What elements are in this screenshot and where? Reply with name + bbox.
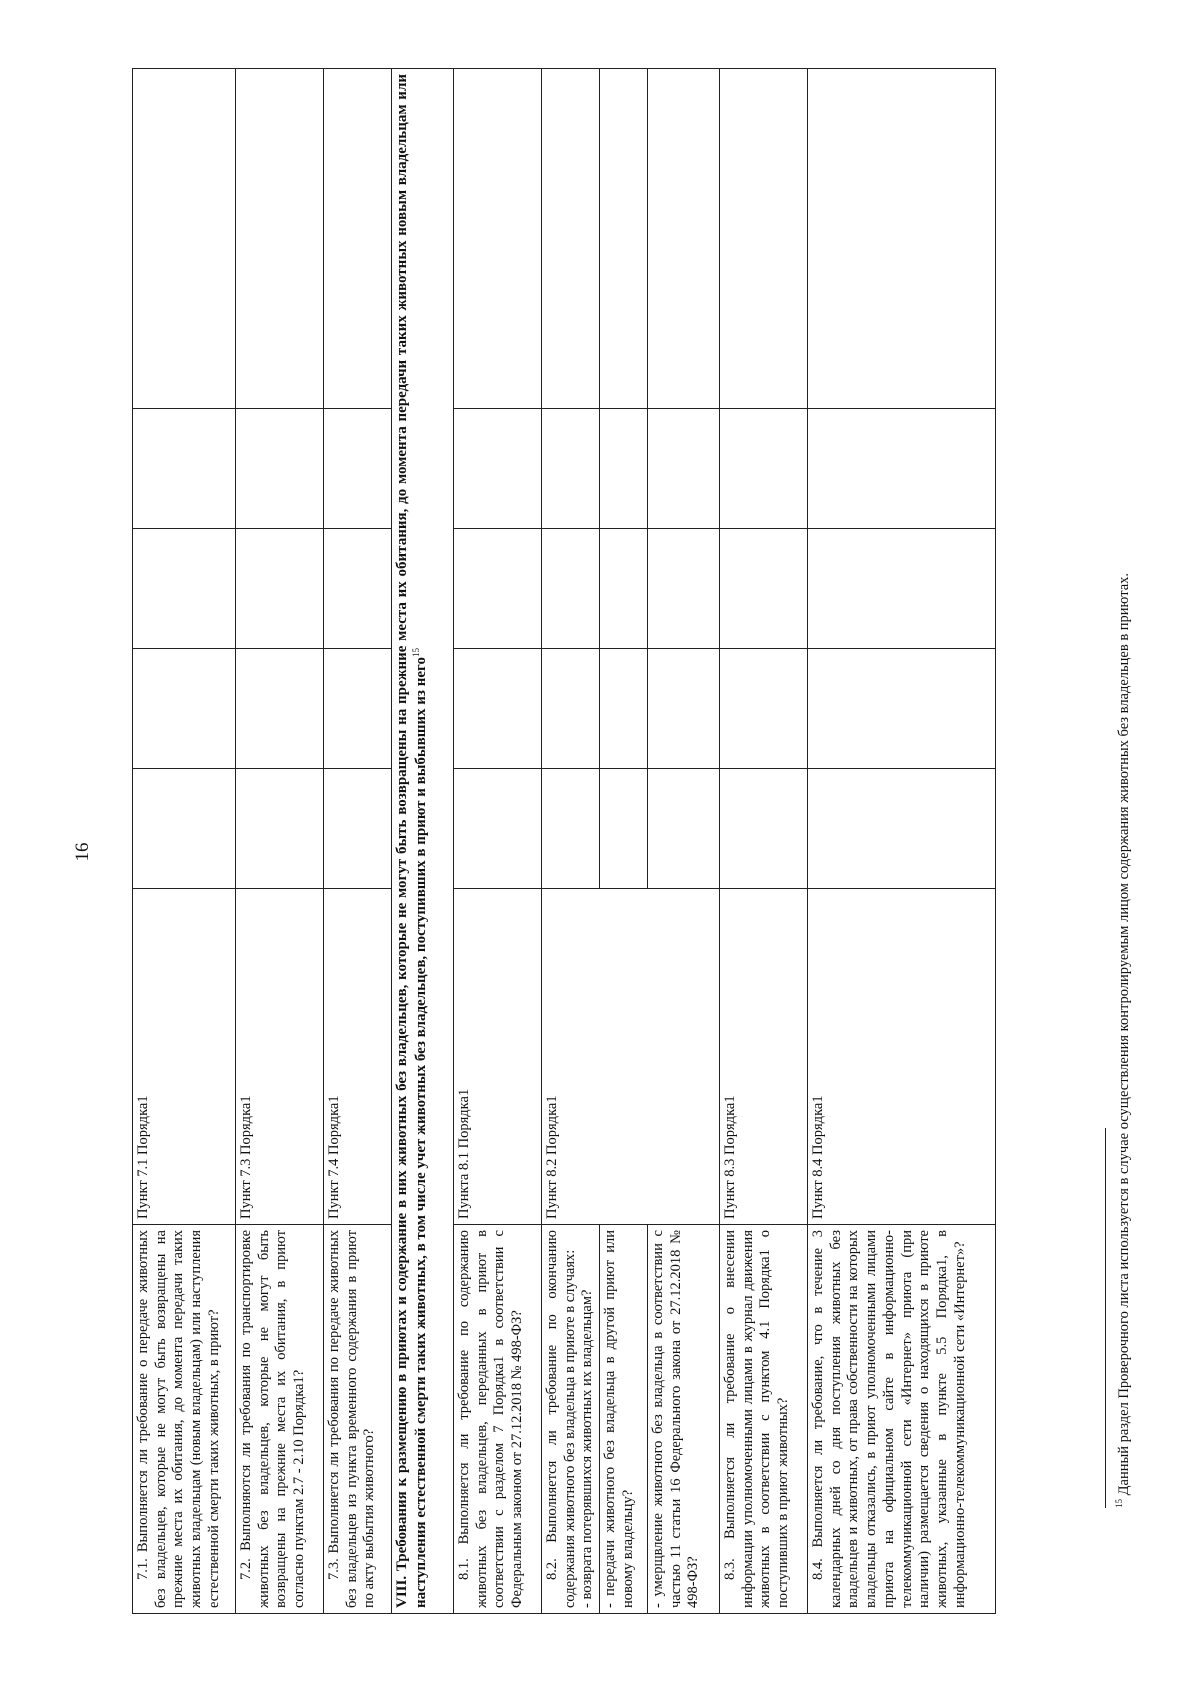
question-number: 8.2. — [544, 1558, 560, 1580]
table-row — [808, 69, 996, 1614]
question-subitem: - передачи животного без владельца в другой приют или новому владельцу? — [602, 1230, 636, 1608]
table-row — [600, 69, 648, 1614]
answer-cell-yes[interactable] — [133, 769, 236, 889]
page-number: 16 — [72, 842, 93, 862]
table-row — [236, 69, 324, 1614]
section-title-text: Требования к размещению в приютах и содержание в них животных без владельцев, которые не могут быть возвращены на прежние места их обитания, до момента передачи таких животных новым владельцам или наступления естественной смерти таких животных, в том числе учет животных без владельцев, поступивших в приют и выбывших из него — [394, 73, 430, 1608]
question-subitem-cell — [600, 1225, 648, 1614]
reference-cell: Пункт 8.3 Порядка1 — [720, 889, 808, 1225]
table-row — [133, 69, 236, 1614]
note-cell[interactable] — [133, 69, 236, 409]
answer-cell-extra[interactable] — [454, 409, 542, 529]
answer-cell-extra[interactable] — [720, 409, 808, 529]
answer-cell-yes[interactable] — [454, 769, 542, 889]
question-number: 8.3. — [722, 1558, 739, 1580]
question-text: Выполняется ли требование по содержанию животных без владельцев, переданных в приют в соответствии с разделом 7 Порядка1 в соответствии с Федеральным законом от 27.12.2018 № 498-ФЗ? — [456, 1229, 526, 1608]
table-row — [542, 69, 600, 1614]
reference-cell: Пункта 8.1 Порядка1 — [454, 889, 542, 1225]
table-row — [648, 69, 720, 1614]
question-cell — [542, 1225, 600, 1614]
answer-cell-yes[interactable] — [236, 769, 324, 889]
reference-cell: Пункт 7.3 Порядка1 — [236, 889, 324, 1225]
answer-cell-extra[interactable] — [236, 409, 324, 529]
table-row — [454, 69, 542, 1614]
section-roman: VIII. — [394, 1575, 410, 1608]
answer-cell-no[interactable] — [720, 649, 808, 769]
answer-cell-extra[interactable] — [542, 409, 600, 529]
note-cell[interactable] — [648, 69, 720, 409]
answer-cell-extra[interactable] — [600, 409, 648, 529]
note-cell[interactable] — [808, 69, 996, 409]
footnote-divider — [1105, 1128, 1106, 1508]
answer-cell-na[interactable] — [808, 529, 996, 649]
answer-cell-no[interactable] — [808, 649, 996, 769]
answer-cell-yes[interactable] — [808, 769, 996, 889]
note-cell[interactable] — [542, 69, 600, 409]
question-subitem: - умерщвление животного без владельца в соответствии с частью 11 статьи 16 Федерального закона от 27.12.2018 № 498-ФЗ? — [650, 1230, 702, 1608]
question-number: 7.2. — [238, 1558, 254, 1580]
answer-cell-na[interactable] — [720, 529, 808, 649]
table-row — [324, 69, 392, 1614]
note-cell[interactable] — [600, 69, 648, 409]
answer-cell-na[interactable] — [236, 529, 324, 649]
question-subitem-cell — [648, 1225, 720, 1614]
answer-cell-no[interactable] — [648, 649, 720, 769]
answer-cell-yes[interactable] — [600, 769, 648, 889]
footnote-text: Данный раздел Проверочного листа используется в случае осуществления контролируемым лицом содержания животных без владельцев в приютах. — [1115, 572, 1132, 1496]
question-cell — [133, 1225, 236, 1614]
answer-cell-na[interactable] — [133, 529, 236, 649]
question-subitem: - возврата потерявшихся животных их владельцам? — [579, 1289, 596, 1608]
footnote-mark: 15 — [1114, 1499, 1124, 1508]
note-cell[interactable] — [454, 69, 542, 409]
answer-cell-na[interactable] — [542, 529, 600, 649]
answer-cell-extra[interactable] — [648, 409, 720, 529]
note-cell[interactable] — [236, 69, 324, 409]
note-cell[interactable] — [720, 69, 808, 409]
question-cell — [454, 1225, 542, 1614]
answer-cell-no[interactable] — [542, 649, 600, 769]
answer-cell-yes[interactable] — [720, 769, 808, 889]
answer-cell-no[interactable] — [133, 649, 236, 769]
reference-cell: Пункт 7.1 Порядка1 — [133, 889, 236, 1225]
question-text: Выполняется ли требование о передаче животных без владельцев, которые не могут быть возвращены на прежние места их обитания, до момента передачи таких животных владельцам (новым владельцам) или наступления естественной смерти таких животных, в приют? — [135, 1230, 222, 1608]
answer-cell-extra[interactable] — [133, 409, 236, 529]
question-text: Выполняется ли требование о внесении информации уполномоченными лицами в журнал движения животных в соответствии с пунктом 4.1 Порядка1 о поступивших в приют животных? — [722, 1230, 792, 1608]
answer-cell-yes[interactable] — [324, 769, 392, 889]
question-number: 7.3. — [326, 1558, 342, 1580]
question-cell — [720, 1225, 808, 1614]
answer-cell-extra[interactable] — [324, 409, 392, 529]
question-cell — [236, 1225, 324, 1614]
question-text: Выполняется ли требование, что в течение 3 календарных дней со дня поступления животных без владельцев и животных, от права собственности на которых владельцы отказались, в приют уполномоченными лицами приюта на официальном сайте в информационно-телекоммуникационной сети «Интернет» приюта (при наличии) размещается сведения о находящихся в приюте животных, указанные в пункте 5.5 Порядка1, в информационно-телекоммуникационной сети «Интернет»? — [810, 1230, 968, 1608]
reference-cell: Пункт 8.4 Порядка1 — [808, 889, 996, 1225]
answer-cell-no[interactable] — [600, 649, 648, 769]
question-text: Выполняются ли требования по транспортировке животных без владельцев, которые не могут быть возвращены на прежние места их обитания, в приют согласно пунктам 2.7 - 2.10 Порядка1? — [238, 1230, 308, 1608]
section-header-row — [392, 69, 454, 1614]
answer-cell-no[interactable] — [236, 649, 324, 769]
reference-cell: Пункт 8.2 Порядка1 — [542, 889, 720, 1225]
answer-cell-na[interactable] — [454, 529, 542, 649]
answer-cell-na[interactable] — [600, 529, 648, 649]
question-number: 8.4. — [810, 1558, 827, 1580]
answer-cell-yes[interactable] — [542, 769, 600, 889]
checklist-table — [132, 68, 996, 1614]
question-cell — [324, 1225, 392, 1614]
table-row — [720, 69, 808, 1614]
answer-cell-extra[interactable] — [808, 409, 996, 529]
footnote-reference: 15 — [411, 648, 422, 658]
question-number: 7.1. — [135, 1558, 151, 1580]
answer-cell-no[interactable] — [324, 649, 392, 769]
question-number: 8.1. — [456, 1558, 472, 1580]
question-text: Выполняется ли требование по окончанию содержания животного без владельца в приюте в случаях: — [544, 1229, 578, 1608]
answer-cell-na[interactable] — [648, 529, 720, 649]
answer-cell-yes[interactable] — [648, 769, 720, 889]
answer-cell-no[interactable] — [454, 649, 542, 769]
footnote — [1114, 108, 1133, 1508]
question-text: Выполняется ли требования по передаче животных без владельцев из пункта временного содержания в приют по акту выбытия животного? — [326, 1229, 378, 1608]
answer-cell-na[interactable] — [324, 529, 392, 649]
note-cell[interactable] — [324, 69, 392, 409]
question-cell — [808, 1225, 996, 1614]
reference-cell: Пункт 7.4 Порядка1 — [324, 889, 392, 1225]
section-title — [392, 69, 454, 1614]
